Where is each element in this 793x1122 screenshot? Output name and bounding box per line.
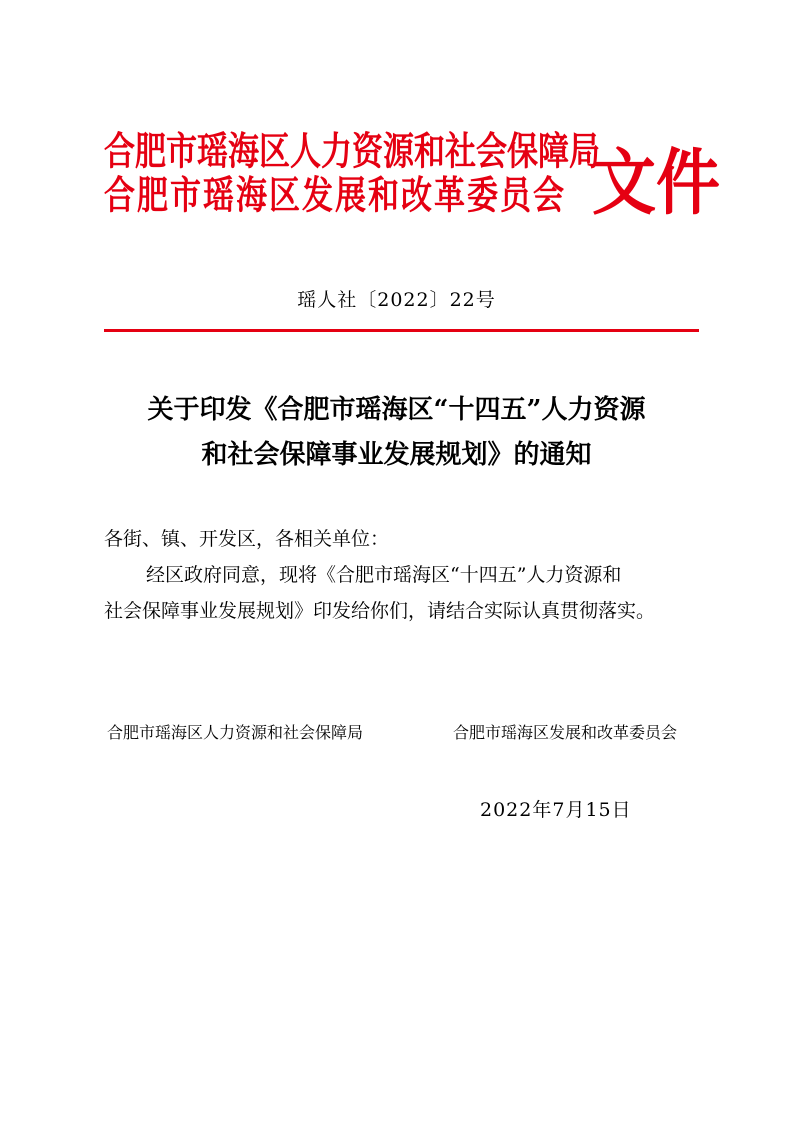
issuer-line-1: 合肥市瑶海区人力资源和社会保障局	[104, 129, 600, 175]
signature-left: 合肥市瑶海区人力资源和社会保障局	[107, 723, 364, 742]
issuer-line-2: 合肥市瑶海区发展和改革委员会	[104, 173, 566, 219]
title-line-2: 和社会保障事业发展规划》的通知	[201, 440, 592, 470]
body-paragraph-line-1: 经区政府同意，现将《合肥市瑶海区“十四五”人力资源和	[146, 564, 622, 586]
title-line-1: 关于印发《合肥市瑶海区“十四五”人力资源	[147, 395, 646, 425]
document-number: 瑶人社〔2022〕22号	[297, 289, 496, 311]
issuing-agencies	[104, 129, 600, 219]
body-paragraph-line-2: 社会保障事业发展规划》印发给你们，请结合实际认真贯彻落实。	[104, 600, 656, 622]
issue-date: 2022年7月15日	[480, 799, 632, 821]
salutation: 各街、镇、开发区，各相关单位：	[104, 528, 390, 550]
document-suffix: 文件	[592, 142, 720, 226]
signature-right: 合肥市瑶海区发展和改革委员会	[453, 723, 678, 742]
notice-body	[104, 521, 704, 629]
document-header	[104, 129, 720, 240]
red-divider	[104, 329, 699, 332]
notice-title	[80, 388, 713, 478]
